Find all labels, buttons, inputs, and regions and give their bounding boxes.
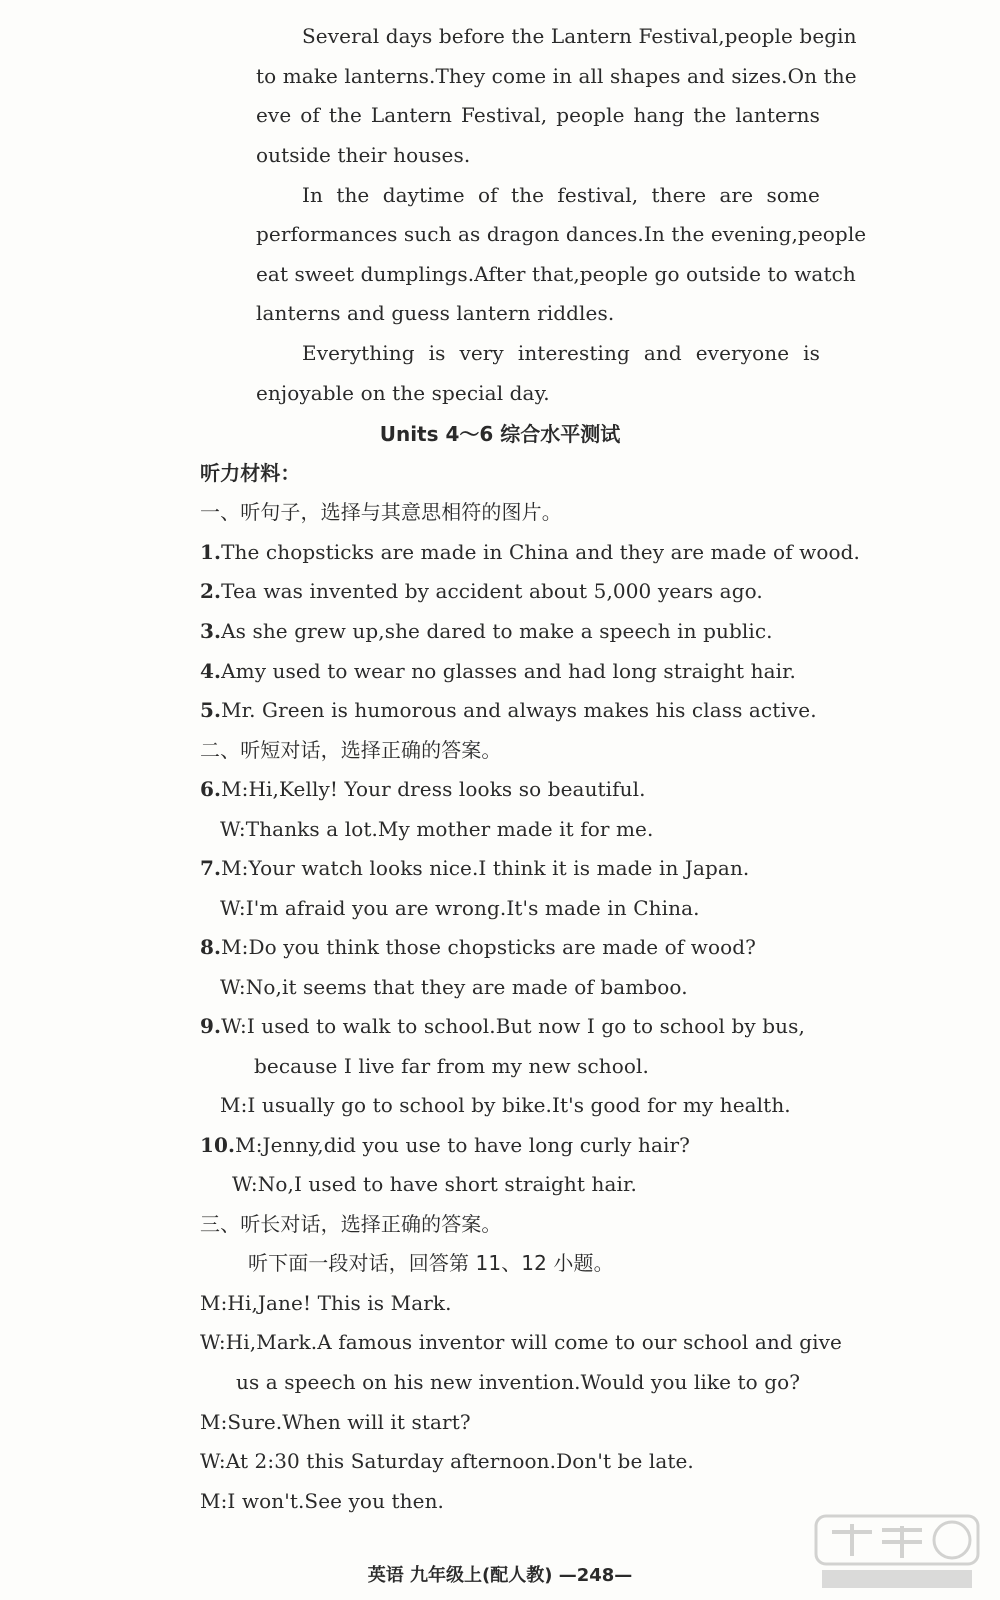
passage-p2-line3: eat sweet dumplings.After that,people go outside to watch xyxy=(256,262,856,286)
section3-line-1: M:Hi,Jane! This is Mark. xyxy=(200,1291,452,1315)
q9-line-b: M:I usually go to school by bike.It's good for my health. xyxy=(220,1093,791,1117)
passage-p2-line4: lanterns and guess lantern riddles. xyxy=(256,301,615,325)
section1-item-3 xyxy=(200,617,773,645)
item-number: 10. xyxy=(200,1133,236,1157)
section3-line-3: us a speech on his new invention.Would you like to go? xyxy=(236,1370,801,1394)
item-number: 2. xyxy=(200,579,222,603)
item-number: 7. xyxy=(200,856,222,880)
q7-line-a xyxy=(200,854,749,882)
page-footer: 英语 九年级上(配人教) —248— xyxy=(367,1565,633,1586)
dialog-text: W:I used to walk to school.But now I go to school by bus, xyxy=(221,1014,805,1038)
item-number: 4. xyxy=(200,659,222,683)
section1-title: 一、听句子，选择与其意思相符的图片。 xyxy=(200,500,562,524)
dialog-text: M:Jenny,did you use to have long curly hair? xyxy=(235,1133,691,1157)
section3-intro: 听下面一段对话，回答第 11、12 小题。 xyxy=(248,1251,614,1275)
item-number: 6. xyxy=(200,777,222,801)
unit-test-heading: Units 4～6 综合水平测试 xyxy=(379,422,621,446)
item-text: As she grew up,she dared to make a speech in public. xyxy=(221,619,773,643)
passage-p1-line3: eve of the Lantern Festival, people hang the lanterns xyxy=(256,103,820,127)
section3-line-5: W:At 2:30 this Saturday afternoon.Don't be late. xyxy=(200,1449,694,1473)
q8-line-a xyxy=(200,933,756,961)
item-text: Amy used to wear no glasses and had long straight hair. xyxy=(221,659,797,683)
q10-line-b: W:No,I used to have short straight hair. xyxy=(232,1172,637,1196)
section1-item-4 xyxy=(200,657,796,685)
section3-line-6: M:I won't.See you then. xyxy=(200,1489,445,1513)
item-number: 5. xyxy=(200,698,222,722)
q7-line-b: W:I'm afraid you are wrong.It's made in China. xyxy=(220,896,700,920)
q8-line-b: W:No,it seems that they are made of bamboo. xyxy=(220,975,688,999)
passage-p3-line2: enjoyable on the special day. xyxy=(256,381,550,405)
item-text: Mr. Green is humorous and always makes his class active. xyxy=(221,698,817,722)
passage-p2-line2: performances such as dragon dances.In the evening,people xyxy=(256,222,867,246)
item-number: 8. xyxy=(200,935,222,959)
passage-p1-line2: to make lanterns.They come in all shapes and sizes.On the xyxy=(256,64,857,88)
section1-item-1 xyxy=(200,538,860,566)
item-number: 3. xyxy=(200,619,222,643)
item-text: The chopsticks are made in China and they are made of wood. xyxy=(221,540,861,564)
item-number: 9. xyxy=(200,1014,222,1038)
q6-line-a xyxy=(200,775,646,803)
passage-p2-line1: In the daytime of the festival, there are some xyxy=(302,183,820,207)
section2-title: 二、听短对话，选择正确的答案。 xyxy=(200,738,502,762)
section3-title: 三、听长对话，选择正确的答案。 xyxy=(200,1212,502,1236)
dialog-text: M:Hi,Kelly! Your dress looks so beautiful. xyxy=(221,777,646,801)
passage-p3-line1: Everything is very interesting and everyone is xyxy=(302,341,820,365)
passage-p1-line4: outside their houses. xyxy=(256,143,471,167)
watermark-logo-icon xyxy=(812,1512,982,1592)
passage-p1-line1: Several days before the Lantern Festival,people begin xyxy=(302,24,857,48)
q9-line-a2: because I live far from my new school. xyxy=(254,1054,650,1078)
section3-line-2: W:Hi,Mark.A famous inventor will come to our school and give xyxy=(200,1330,842,1354)
q10-line-a xyxy=(200,1131,690,1159)
q9-line-a xyxy=(200,1012,805,1040)
section1-item-5 xyxy=(200,696,817,724)
section3-line-4: M:Sure.When will it start? xyxy=(200,1410,471,1434)
dialog-text: M:Do you think those chopsticks are made of wood? xyxy=(221,935,756,959)
item-text: Tea was invented by accident about 5,000 years ago. xyxy=(221,579,763,603)
dialog-text: M:Your watch looks nice.I think it is made in Japan. xyxy=(221,856,750,880)
q6-line-b: W:Thanks a lot.My mother made it for me. xyxy=(220,817,654,841)
listening-title: 听力材料： xyxy=(200,461,301,485)
section1-item-2 xyxy=(200,577,763,605)
item-number: 1. xyxy=(200,540,222,564)
